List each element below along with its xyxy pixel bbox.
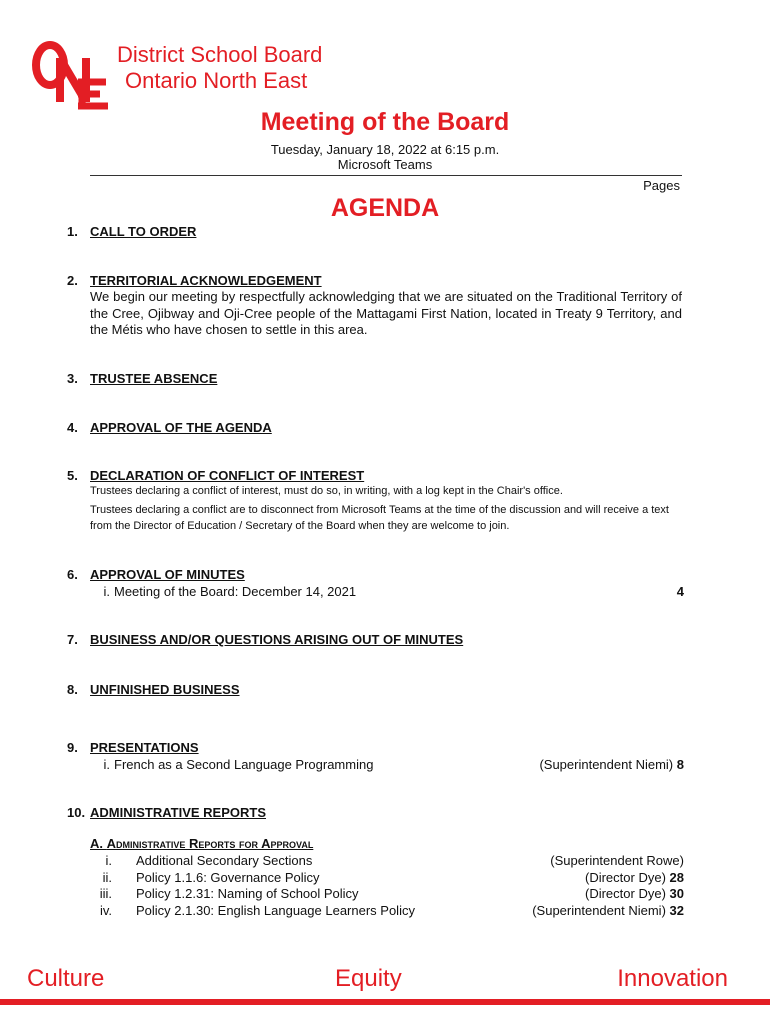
footer-innovation: Innovation bbox=[617, 965, 728, 992]
conflict-note-2: Trustees declaring a conflict are to disconnect from Microsoft Teams at the time of the discussion and will receive a text from the Director of Education / Secretary of the Board when they are welcome to join. bbox=[90, 504, 669, 532]
sub-item-text: Meeting of the Board: December 14, 2021 bbox=[114, 584, 357, 599]
sub-item-text: Additional Secondary Sections bbox=[136, 853, 313, 868]
sub-item-text: Policy 1.1.6: Governance Policy bbox=[136, 870, 320, 885]
page-number: 30 bbox=[669, 886, 684, 901]
item-number: 7. bbox=[67, 632, 78, 647]
footer-culture: Culture bbox=[27, 965, 105, 992]
presenter-row bbox=[585, 870, 684, 885]
footer-bar bbox=[0, 999, 770, 1005]
presenter-row bbox=[532, 903, 684, 918]
item-title-territorial-acknowledgement: TERRITORIAL ACKNOWLEDGEMENT bbox=[90, 273, 322, 288]
item-title-call-to-order: CALL TO ORDER bbox=[90, 224, 197, 239]
item-number: 3. bbox=[67, 371, 78, 386]
organization-name bbox=[117, 42, 322, 94]
item-title-administrative-reports: ADMINISTRATIVE REPORTS bbox=[90, 805, 266, 820]
item-number: 9. bbox=[67, 740, 78, 755]
item-number: 2. bbox=[67, 273, 78, 288]
presenter-row bbox=[585, 886, 684, 901]
sub-item-numeral: ii. bbox=[102, 870, 112, 885]
item-title-trustee-absence: TRUSTEE ABSENCE bbox=[90, 371, 218, 386]
sub-item-numeral: i. bbox=[103, 757, 110, 772]
conflict-note-1: Trustees declaring a conflict of interest, must do so, in writing, with a log kept in the Chair's office. bbox=[90, 485, 563, 497]
item-number: 5. bbox=[67, 468, 78, 483]
presenter: (Superintendent Rowe) bbox=[550, 853, 684, 868]
agenda-title: AGENDA bbox=[330, 194, 440, 222]
item-number: 6. bbox=[67, 567, 78, 582]
meeting-location: Microsoft Teams bbox=[337, 157, 433, 172]
pages-label: Pages bbox=[643, 178, 680, 193]
presenter: (Director Dye) bbox=[585, 870, 666, 885]
board-logo-mark bbox=[30, 38, 112, 114]
presenter: (Superintendent Niemi) bbox=[539, 757, 674, 772]
footer-equity: Equity bbox=[335, 965, 402, 992]
sub-item-text: Policy 2.1.30: English Language Learners Policy bbox=[136, 903, 415, 918]
item-title-approval-of-minutes: APPROVAL OF MINUTES bbox=[90, 567, 245, 582]
item-title-declaration-of-conflict: DECLARATION OF CONFLICT OF INTEREST bbox=[90, 468, 365, 483]
presenter: (Director Dye) bbox=[585, 886, 666, 901]
item-title-business-arising: BUSINESS AND/OR QUESTIONS ARISING OUT OF MINUTES bbox=[90, 632, 464, 647]
presenter-row bbox=[539, 757, 684, 772]
meeting-title: Meeting of the Board bbox=[260, 108, 510, 136]
page-number: 32 bbox=[669, 903, 684, 918]
sub-item-numeral: i. bbox=[103, 584, 110, 599]
item-title-approval-of-agenda: APPROVAL OF THE AGENDA bbox=[90, 420, 272, 435]
section-title: Administrative Reports for Approval bbox=[106, 836, 314, 851]
header-divider bbox=[90, 175, 682, 176]
item-number: 10. bbox=[67, 805, 86, 820]
item-title-presentations: PRESENTATIONS bbox=[90, 740, 199, 755]
item-title-unfinished-business: UNFINISHED BUSINESS bbox=[90, 682, 240, 697]
sub-item-numeral: iii. bbox=[99, 886, 112, 901]
item-number: 4. bbox=[67, 420, 78, 435]
section-letter: A. bbox=[90, 836, 103, 851]
item-number: 1. bbox=[67, 224, 78, 239]
territorial-acknowledgement-text: We begin our meeting by respectfully acknowledging that we are situated on the Traditional Territory of the Cree, Ojibway and Oji-Cree people of the Mattagami First Nation, located in Treaty 9 Territory, and the Métis who have chosen to settle in this area. bbox=[90, 289, 682, 337]
page-number: 4 bbox=[676, 584, 684, 599]
sub-item-numeral: i. bbox=[105, 853, 112, 868]
sub-item-text: French as a Second Language Programming bbox=[114, 757, 374, 772]
org-line-1: District School Board bbox=[117, 42, 323, 67]
sub-item-text: Policy 1.2.31: Naming of School Policy bbox=[136, 886, 359, 901]
meeting-date: Tuesday, January 18, 2022 at 6:15 p.m. bbox=[270, 142, 500, 157]
org-line-2: Ontario North East bbox=[125, 68, 308, 93]
page-number: 28 bbox=[669, 870, 684, 885]
presenter: (Superintendent Niemi) bbox=[532, 903, 666, 918]
sub-item-numeral: iv. bbox=[99, 903, 112, 918]
item-number: 8. bbox=[67, 682, 78, 697]
page-number: 8 bbox=[676, 757, 684, 772]
section-heading bbox=[90, 836, 313, 851]
